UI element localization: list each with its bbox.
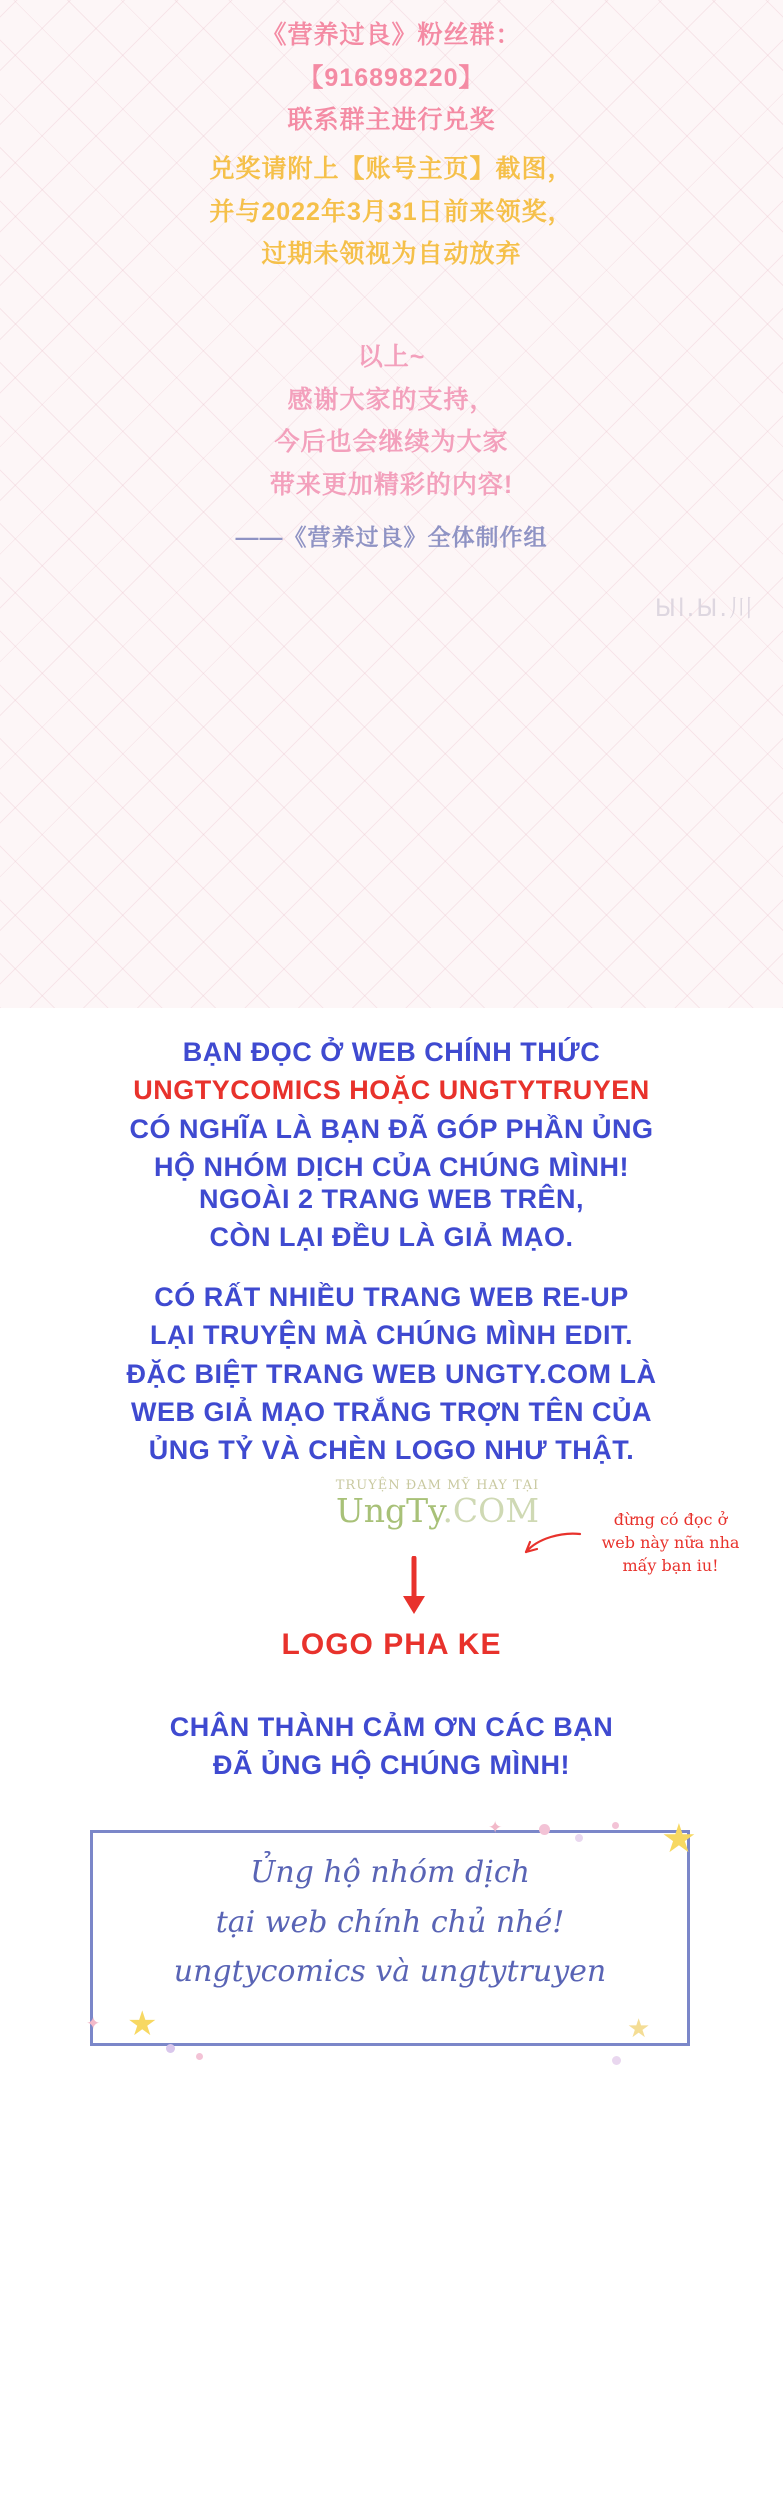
chinese-notice-section <box>0 0 783 1008</box>
vietnamese-thanks-line-1: CHÂN THÀNH CẢM ƠN CÁC BẠN <box>169 1712 614 1742</box>
signature-text: ——《营养过良》全体制作组 <box>235 524 548 550</box>
redeem-notice-line-3: 过期未领视为自动放弃 <box>261 240 522 268</box>
star-icon-bottom-left: ★ <box>127 2005 158 2043</box>
chinese-thanks-line-3: 今后也会继续为大家 <box>274 428 509 456</box>
official-web-line-2: UNGTYCOMICS HOẶC UNGTYTRUYEN <box>133 1075 650 1106</box>
vietnamese-thanks-paragraph <box>0 1708 783 1785</box>
handwritten-note-line-2: web này nữa nha <box>601 1533 740 1553</box>
fake-logo-area <box>0 1478 783 1668</box>
dot-decor-2 <box>575 1834 583 1842</box>
redeem-notice-line-2: 并与2022年3月31日前来领奖， <box>209 197 574 226</box>
support-card-line-3: ungtycomics và ungtytruyen <box>173 1954 607 1989</box>
star-icon-top-right: ★ <box>661 1817 697 1861</box>
support-card-line-1: Ủng hộ nhóm dịch <box>250 1855 530 1890</box>
fake-logo-name: UngTy <box>335 1491 443 1530</box>
reup-explanation-line-1: CÓ RẤT NHIỀU TRANG WEB RE-UP <box>154 1282 629 1312</box>
redeem-notice-block <box>0 148 783 276</box>
fans-group-line-3: 联系群主进行兑奖 <box>287 106 496 134</box>
chinese-thanks-line-1: 以上~ <box>357 343 426 371</box>
dot-decor-3 <box>612 1822 619 1829</box>
reup-explanation-line-3: ĐẶC BIỆT TRANG WEB UNGTY.COM LÀ <box>126 1358 657 1389</box>
chinese-thanks-line-4: 带来更加精彩的内容! <box>269 470 514 499</box>
handwritten-warning-note <box>578 1508 763 1578</box>
support-card-text <box>90 1848 690 1997</box>
fake-web-warning-paragraph <box>0 1180 783 1257</box>
fans-group-block <box>0 14 783 142</box>
vietnamese-notice-section <box>0 1008 783 2520</box>
heart-icon-top: ✦ <box>488 1818 503 1837</box>
down-arrow-icon <box>399 1556 429 1618</box>
reup-explanation-line-4: WEB GIẢ MẠO TRẮNG TRỢN TÊN CỦA <box>131 1396 652 1427</box>
heart-icon-left: ✦ <box>86 2014 101 2033</box>
fake-logo-domain: .COM <box>442 1491 540 1530</box>
fans-group-line-2: 【916898220】 <box>298 63 485 92</box>
dot-decor-6 <box>612 2056 621 2065</box>
handwritten-note-line-1: đừng có đọc ở <box>613 1510 728 1529</box>
production-team-signature <box>0 518 783 557</box>
reup-explanation-paragraph <box>0 1278 783 1470</box>
fake-web-warning-line-1: NGOÀI 2 TRANG WEB TRÊN, <box>198 1184 584 1214</box>
official-web-line-3: CÓ NGHĨA LÀ BẠN ĐÃ GÓP PHẦN ỦNG <box>129 1113 654 1144</box>
handwritten-note-line-3: mấy bạn iu! <box>622 1556 719 1576</box>
dot-decor-1 <box>539 1824 550 1835</box>
watermark-text: Ыl.Ы.川 <box>654 594 755 622</box>
official-web-line-1: BẠN ĐỌC Ở WEB CHÍNH THỨC <box>182 1037 601 1067</box>
fans-group-line-1: 《营养过良》粉丝群： <box>261 21 522 49</box>
chinese-thanks-block <box>0 336 783 506</box>
fake-logo-tagline: TRUYỆN ĐAM MỸ HAY TẠI <box>335 1478 540 1493</box>
official-web-paragraph <box>0 1033 783 1186</box>
support-card-line-2: tại web chính chủ nhé! <box>215 1904 565 1940</box>
redeem-notice-line-1: 兑奖请附上【账号主页】截图， <box>209 155 574 183</box>
dot-decor-5 <box>196 2053 203 2060</box>
fake-web-warning-line-2: CÒN LẠI ĐỀU LÀ GIẢ MẠO. <box>209 1222 574 1253</box>
star-icon-bottom-right: ★ <box>627 2013 651 2043</box>
support-card-area <box>0 1808 783 2108</box>
curved-arrow-icon <box>520 1530 582 1564</box>
dot-decor-4 <box>166 2044 175 2053</box>
chinese-thanks-line-2: 感谢大家的支持， <box>287 385 496 414</box>
fake-logo-wordmark <box>330 1493 545 1529</box>
reup-explanation-line-5: ỦNG TỶ VÀ CHÈN LOGO NHƯ THẬT. <box>148 1435 635 1466</box>
reup-explanation-line-2: LẠI TRUYỆN MÀ CHÚNG MÌNH EDIT. <box>150 1320 633 1351</box>
fake-logo-label: LOGO PHA KE <box>281 1628 502 1661</box>
fake-logo-image <box>330 1478 545 1529</box>
official-web-line-4: HỘ NHÓM DỊCH CỦA CHÚNG MÌNH! <box>154 1151 629 1182</box>
vietnamese-thanks-line-2: ĐÃ ỦNG HỘ CHÚNG MÌNH! <box>213 1750 570 1781</box>
